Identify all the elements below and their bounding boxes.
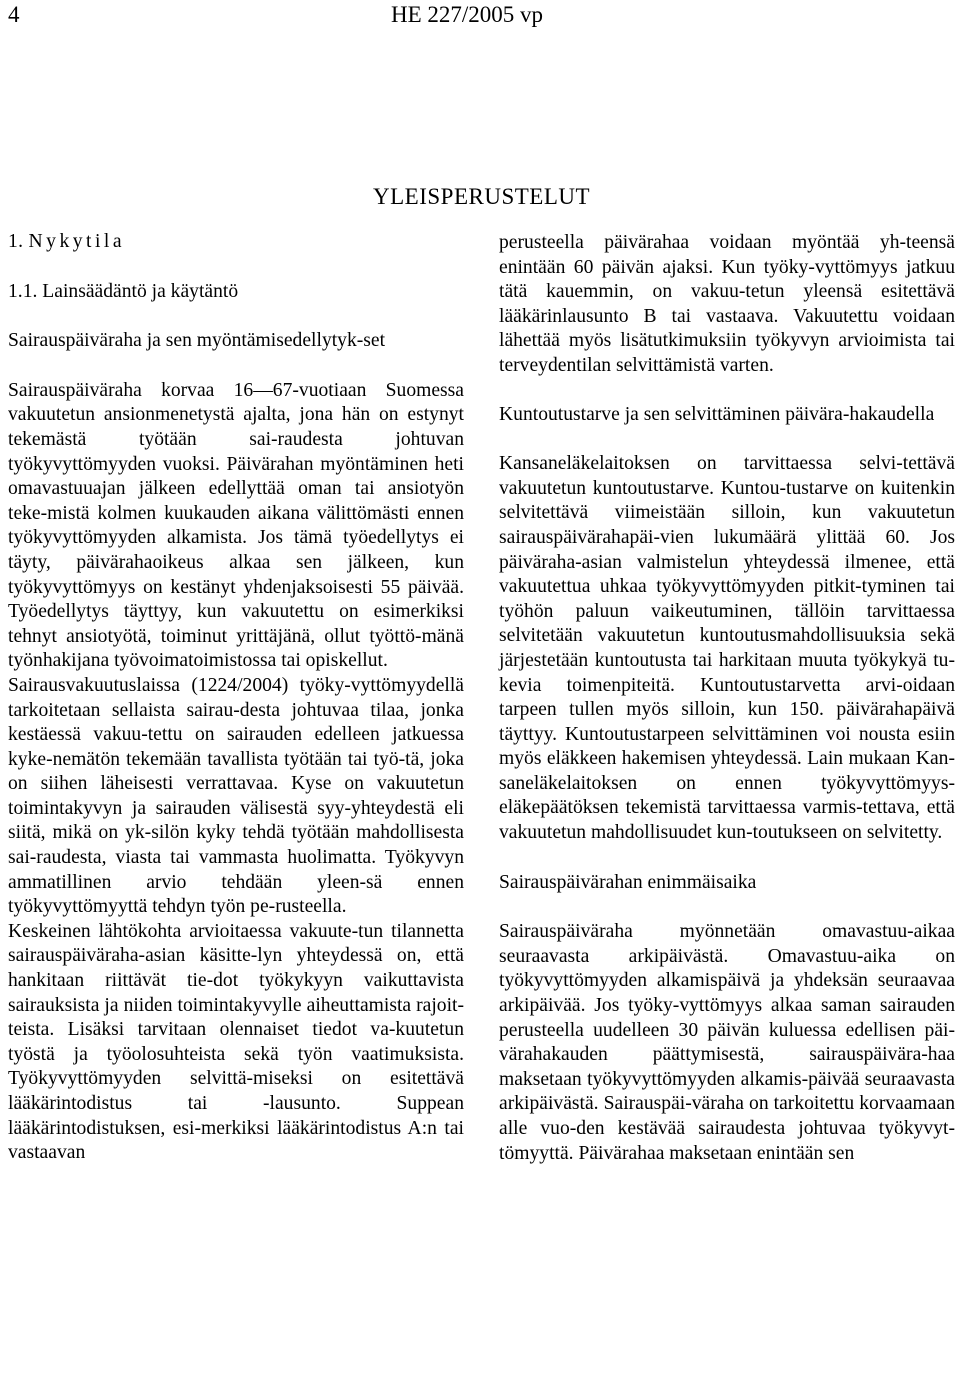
heading-level-2: 1.1. Lainsäädäntö ja käytäntö [8, 280, 239, 302]
paragraph: Sairausvakuutuslaissa (1224/2004) työky-vyttömyydellä tarkoitetaan sellaista sairau-desta johtuvaa tilaa, jonka kestäessä vakuu-tettu on sairauden edelleen jatkuessa kyke-nemätön tekemään tavallista työtään tai työ-tä, joka on siihen läheisesti verrattavaa. Kyse on vakuutetun toimintakyvyn ja sairauden välisestä syy-yhteydestä eli siitä, mikä on yk-silön kyky tehdä työtään mahdollisesta sai-raudesta, viasta tai vammasta huolimatta. Työkyvyn ammatillinen arvio tehdään yleen-sä ennen työkyvyttömyyttä tehdyn työn pe-rusteella. [8, 674, 464, 918]
paragraph: Sairauspäiväraha myönnetään omavastuu-aikaa seuraavasta arkipäivästä. Omavastuu-aika on työkyvyttömyyden alkamispäivä ja yhdeksän seuraavaa arkipäivää. Jos työky-vyttömyys alkaa saman sairauden perusteella uudelleen 30 päivän kuluessa edellisen päi-värahakauden päättymisestä, sairauspäivära-haa maksetaan työkyvyttömyyden alkamis-päivää seuraavasta arkipäivästä. Sairauspäi-väraha on tarkoitettu korvaamaan alle vuo-den kestävää sairaudesta johtuvaa työkyvyt-tömyyttä. Päivärahaa maksetaan enintään sen [499, 921, 955, 1164]
heading-number: 1. [8, 231, 24, 252]
paragraph: Kansaneläkelaitoksen on tarvittaessa selvi-tettävä vakuutetun kuntoutustarve. Kuntou-tustarve on kuitenkin selvitettävä viimeistään silloin, kun vakuutetun sairauspäivärahapäi-vien lukumäärä ylittää 60. Jos päiväraha-asian valmistelun yhteydessä ilmenee, että vakuutettua uhkaa työkyvyttömyyden pitkit-tyminen tai työhön paluun vaikeutuminen, tällöin tarvittaessa selvitetään vakuutetun kuntoutusmahdollisuuksia sekä järjestetään kuntoutusta tai harkitaan muuta työkykyä tu-kevia toimenpiteitä. Kuntoutustarvetta arvi-oidaan tarpeen tullen myös silloin, kun 150. päivärahapäivä täyttyy. Kuntoutustarpeen selvittäminen voi nousta esiin myös eläkkeen hakemisen yhteydessä. Lain mukaan Kan-saneläkelaitoksen on ennen työkyvyttömyys-eläkepäätöksen tekemistä tarvittaessa varmis-tettava, että vakuutetun mahdollisuudet kun-toutukseen on selvitetty. [499, 453, 955, 844]
heading-text: Nykytila [28, 231, 126, 252]
section-title: YLEISPERUSTELUT [373, 184, 591, 209]
paragraph: Keskeinen lähtökohta arvioitaessa vakuute-tun tilannetta sairauspäiväraha-asian käsitte-lyn yhteydessä on, että hankitaan riittävät tie-dot työkykyyn vaikuttavista sairauksista ja niiden toimintakyvylle aiheuttamista rajoit-teista. Lisäksi tarvitaan olennaiset tiedot va-kuutetun työstä ja työolosuhteista sekä työn vaatimuksista. Työkyvyttömyyden selvittä-miseksi on esitettävä lääkärintodistus tai -lausunto. Suppean lääkärintodistuksen, esi-merkiksi lääkärintodistus A:n tai vastaavan [8, 920, 464, 1164]
right-column [499, 231, 955, 1166]
paragraph: perusteella päivärahaa voidaan myöntää yh-teensä enintään 60 päivän ajaksi. Kun työky-vyttömyys jatkuu tätä kauemmin, on vakuu-tetun yleensä esitettävä lääkärinlausunto B tai vastaava. Vakuutettu voidaan lähettää myös lisätutkimuksiin työkyvyn arvioimista tai terveydentilan selvittämistä varten. [499, 232, 955, 376]
subheading-sairauspaivaraha: Sairauspäiväraha ja sen myöntämisedellytyk-set [8, 330, 386, 352]
page-number: 4 [8, 2, 20, 27]
document-id: HE 227/2005 vp [391, 2, 544, 27]
heading-level-1 [8, 230, 464, 255]
subheading-kuntoutustarve: Kuntoutustarve ja sen selvittäminen päivära-hakaudella [499, 403, 935, 425]
page-header [0, 0, 960, 34]
subheading-enimmaisaika: Sairauspäivärahan enimmäisaika [499, 871, 757, 893]
paragraph: Sairauspäiväraha korvaa 16—67-vuotiaan Suomessa vakuutetun ansionmenetystä ajalta, jona hän on estynyt tekemästä työtään sai-raudesta johtuvan työkyvyttömyyden vuoksi. Päivärahan myöntäminen heti omavastuuajan jälkeen edellyttää oman tai ansiotyön teke-mistä kolmen kuukauden aikana välittömästi ennen työkyvyttömyyden alkamista. Jos tämä työedellytys ei täyty, päivärahaoikeus alkaa sen jälkeen, kun työkyvyttömyys on kestänyt yhdenjaksoisesti 55 päivää. Työedellytys täyttyy, kun vakuutettu on esimerkiksi tehnyt ansiotyötä, toiminut yrittäjänä, ollut työttö-mänä työnhakijana työvoimatoimistossa tai opiskellut. [8, 379, 464, 672]
left-column [8, 230, 464, 1166]
